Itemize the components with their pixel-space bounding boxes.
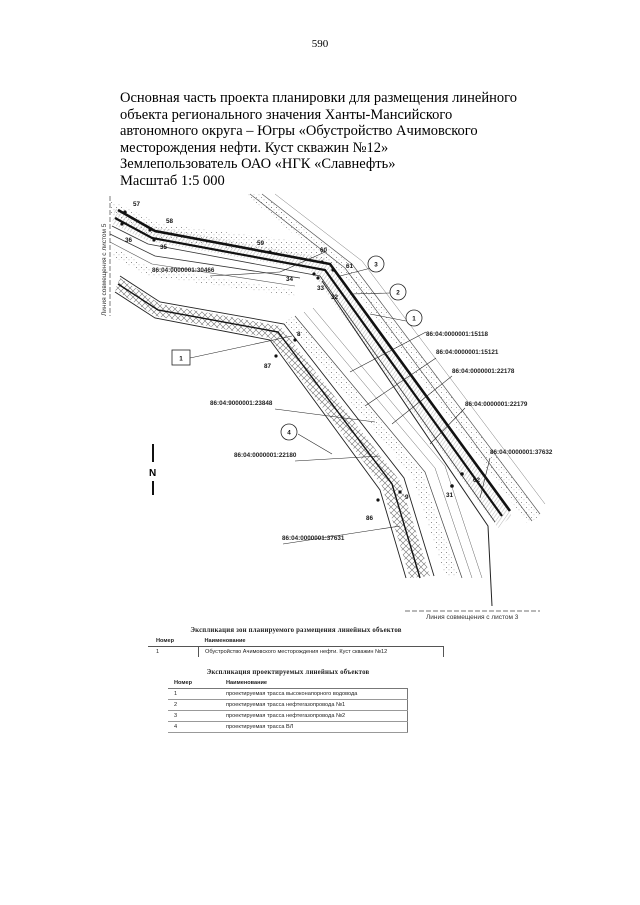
survey-point-marker — [120, 222, 123, 225]
objects-legend-title: Экспликация проектируемых линейных объектов — [206, 669, 370, 676]
north-arrow-shaft — [152, 444, 154, 462]
heading-line: Основная часть проекта планировки для размещения линейного — [120, 90, 517, 106]
cadastral-label: 86:04:0000001:37632 — [490, 449, 553, 456]
point-label: 34 — [286, 276, 294, 283]
document-heading — [120, 90, 550, 189]
survey-point-marker — [148, 228, 151, 231]
row-name: проектируемая трасса ВЛ — [210, 722, 408, 733]
cadastral-label: 86:04:0000001:15121 — [436, 349, 499, 356]
row-name: проектируемая трасса нефтегазопровода №2 — [210, 711, 408, 722]
survey-point-marker — [293, 338, 296, 341]
survey-point-marker — [316, 276, 319, 279]
point-label: 32 — [331, 294, 339, 301]
point-label: 35 — [160, 244, 168, 251]
cadastral-label: 86:04:0000001:22180 — [234, 452, 297, 459]
point-label: 9 — [405, 494, 409, 501]
point-label: 86 — [366, 515, 374, 522]
point-label: 36 — [125, 237, 133, 244]
objects-legend — [168, 669, 408, 733]
survey-point-marker — [123, 210, 126, 213]
land-user-line: Землепользователь ОАО «НГК «Славнефть» — [120, 156, 396, 172]
zones-legend-title: Экспликация зон планируемого размещения линейных объектов — [190, 627, 402, 634]
table-header-row — [148, 636, 444, 647]
row-number: 1 — [168, 689, 210, 700]
table-row — [168, 711, 408, 722]
leader-line — [210, 272, 280, 276]
route-callout-number: 3 — [374, 261, 378, 269]
north-label: N — [149, 468, 157, 479]
point-label: 8 — [297, 331, 301, 338]
objects-legend-table — [168, 678, 408, 733]
point-label: 87 — [264, 363, 272, 370]
column-header-number: Номер — [148, 636, 199, 647]
survey-point-marker — [312, 272, 315, 275]
cadastral-label: 86:04:0000001:22178 — [452, 368, 515, 375]
survey-point-marker — [320, 260, 323, 263]
survey-point-marker — [398, 490, 401, 493]
point-label: 60 — [320, 247, 328, 254]
row-number: 4 — [168, 722, 210, 733]
column-header-number: Номер — [168, 678, 210, 689]
match-line-bottom-label: Линия совмещения с листом 3 — [426, 614, 519, 621]
point-label: 58 — [166, 218, 174, 225]
table-row — [168, 700, 408, 711]
survey-point-marker — [376, 498, 379, 501]
page-number: 590 — [311, 38, 329, 50]
survey-point-marker — [274, 354, 277, 357]
row-name: Обустройство Ачимовского месторождения нефти. Куст скважин №12 — [199, 647, 444, 658]
heading-line: месторождения нефти. Куст скважин №12» — [120, 139, 389, 156]
row-name: проектируемая трасса высоконапорного водовода — [210, 689, 408, 700]
survey-point-marker — [450, 484, 454, 488]
cadastral-label: 86:04:0000001:37631 — [282, 535, 345, 542]
north-arrow-shaft — [152, 481, 154, 495]
heading-line: объекта регионального значения Ханты-Мансийского — [120, 106, 453, 123]
planning-map — [100, 186, 570, 626]
column-header-name: Наименование — [210, 678, 408, 689]
zones-legend-table — [148, 636, 444, 657]
route-callout-number: 2 — [396, 289, 400, 297]
table-row — [148, 647, 444, 658]
zone-callout-number: 1 — [179, 355, 183, 363]
match-line-left-label: Линия совмещения с листом 5 — [101, 223, 108, 316]
cadastral-label: 86:04:0000001:22179 — [465, 401, 528, 408]
column-header-name: Наименование — [199, 636, 444, 647]
scale-line: Масштаб 1:5 000 — [120, 172, 225, 189]
row-name: проектируемая трасса нефтегазопровода №1 — [210, 700, 408, 711]
survey-point-marker — [331, 268, 334, 271]
table-header-row — [168, 678, 408, 689]
route-callout-number: 4 — [287, 429, 291, 437]
cadastral-label: 86:04:0000001:15118 — [426, 331, 488, 338]
route-callout-number: 1 — [412, 315, 416, 323]
survey-point-marker — [460, 472, 464, 476]
map-drawing — [100, 186, 570, 626]
table-row — [168, 722, 408, 733]
table-row — [168, 689, 408, 700]
point-label: 33 — [317, 285, 325, 292]
point-label: 31 — [446, 492, 454, 499]
row-number: 3 — [168, 711, 210, 722]
row-number: 2 — [168, 700, 210, 711]
survey-point-marker — [152, 238, 155, 241]
row-number: 1 — [156, 649, 160, 655]
leader-line — [298, 434, 332, 454]
point-label: 61 — [346, 263, 354, 270]
cadastral-label: 86:04:0000001:30466 — [152, 267, 215, 274]
heading-line: автономного округа – Югры «Обустройство Ачимовского — [120, 123, 478, 139]
cadastral-label: 86:04:9000001:23848 — [210, 400, 273, 407]
north-arrow — [149, 444, 156, 495]
point-label: 62 — [473, 477, 481, 484]
survey-point-marker — [268, 250, 271, 253]
zones-legend — [148, 627, 444, 657]
point-label: 59 — [257, 240, 265, 247]
point-label: 57 — [133, 201, 141, 208]
